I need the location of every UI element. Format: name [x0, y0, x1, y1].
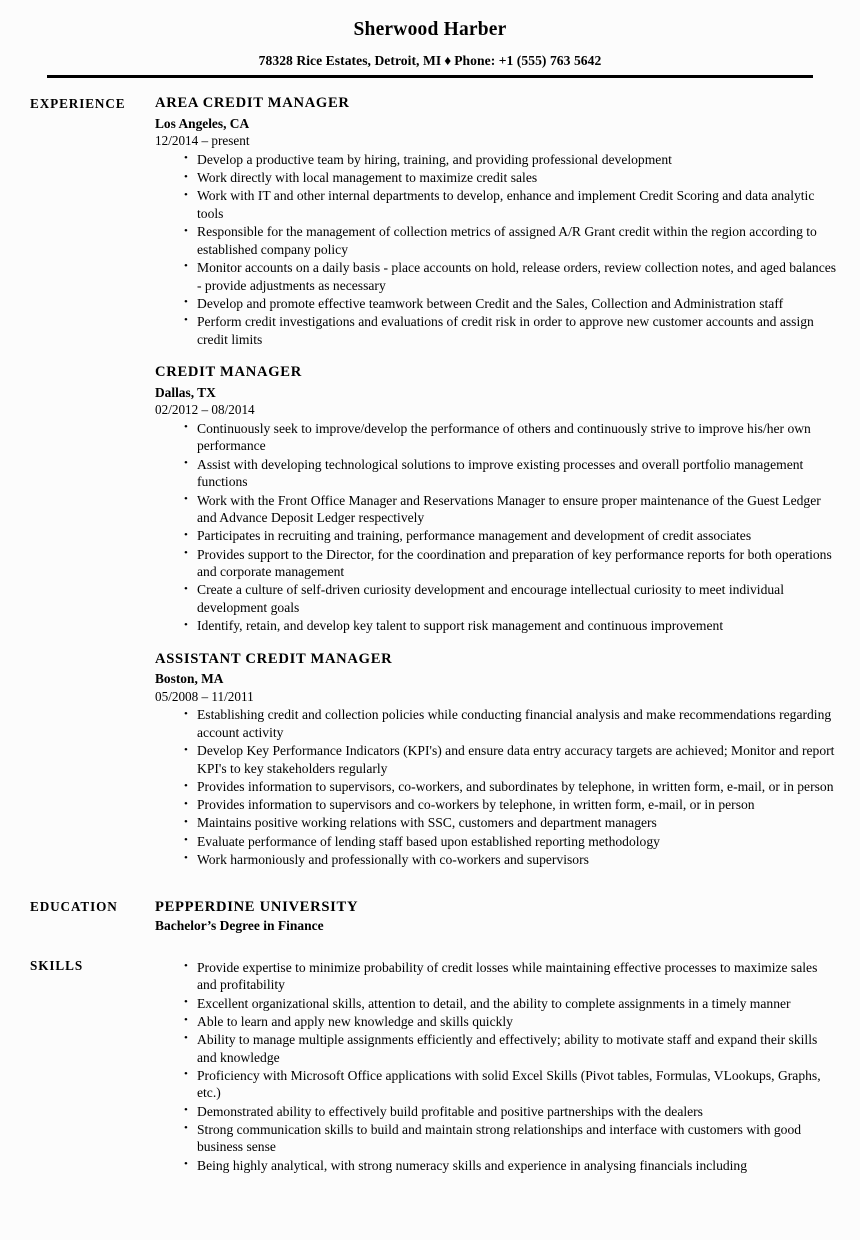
- header-divider: [47, 75, 813, 78]
- job-bullet-list: [155, 420, 838, 635]
- job-bullet: • Develop and promote effective teamwork between Credit and the Sales, Collection and Administration staff: [184, 295, 838, 313]
- job-dates: 12/2014 – present: [155, 133, 250, 149]
- contact-phone: Phone: +1 (555) 763 5642: [454, 53, 602, 69]
- job-bullet: • Provides support to the Director, for the coordination and preparation of key performance reports for both operations and corporate management: [184, 546, 838, 581]
- candidate-name: Sherwood Harber: [353, 19, 507, 40]
- job-bullet: • Responsible for the management of collection metrics of assigned A/R Grant credit within the region according to established company policy: [184, 223, 838, 258]
- job-bullet: • Monitor accounts on a daily basis - place accounts on hold, release orders, review collection notes, and aged balances - provide adjustments as necessary: [184, 259, 838, 294]
- job-title: CREDIT MANAGER: [155, 364, 302, 381]
- job-bullet: • Work with IT and other internal departments to develop, enhance and implement Credit Scoring and data analytic tools: [184, 187, 838, 222]
- section-label-experience: EXPERIENCE: [30, 96, 126, 112]
- job-bullet: • Create a culture of self-driven curiosity development and encourage intellectual curiosity to meet individual development goals: [184, 581, 838, 616]
- section-education: [0, 898, 860, 935]
- job-bullet: • Establishing credit and collection policies while conducting financial analysis and make recommendations regarding account activity: [184, 706, 838, 741]
- skills-body: [155, 957, 838, 1175]
- skills-bullet-list: [155, 959, 838, 1175]
- contact-line: [0, 53, 860, 69]
- job-bullet: • Work harmoniously and professionally with co-workers and supervisors: [184, 851, 838, 869]
- job-bullet-list: [155, 706, 838, 868]
- diamond-separator-icon: ♦: [444, 53, 452, 69]
- job-bullet: • Develop a productive team by hiring, training, and providing professional development: [184, 151, 838, 169]
- skill-bullet: • Provide expertise to minimize probability of credit losses while maintaining effective processes to maximize sales and profitability: [184, 959, 838, 994]
- skill-bullet: • Excellent organizational skills, attention to detail, and the ability to complete assignments in a timely manner: [184, 995, 838, 1013]
- job-title: ASSISTANT CREDIT MANAGER: [155, 650, 393, 667]
- skill-bullet: • Demonstrated ability to effectively build profitable and positive partnerships with the dealers: [184, 1103, 838, 1121]
- job-dates: 02/2012 – 08/2014: [155, 401, 255, 417]
- section-label-education: EDUCATION: [30, 898, 118, 914]
- section-skills: [0, 957, 860, 1175]
- job-bullet: • Develop Key Performance Indicators (KPI's) and ensure data entry accuracy targets are achieved; Monitor and report KPI's to key stakeholders regularly: [184, 742, 838, 777]
- skill-bullet: • Being highly analytical, with strong numeracy skills and experience in analysing financials including: [184, 1157, 838, 1175]
- job-title: AREA CREDIT MANAGER: [155, 95, 350, 112]
- experience-entry: [155, 364, 838, 635]
- education-school: PEPPERDINE UNIVERSITY: [155, 898, 359, 915]
- job-bullet: • Continuously seek to improve/develop the performance of others and continuously strive to improve his/her own performance: [184, 420, 838, 455]
- job-bullet: • Work with the Front Office Manager and Reservations Manager to ensure proper maintenance of the Guest Ledger and Advance Deposit Ledger respectively: [184, 492, 838, 527]
- skill-bullet: • Ability to manage multiple assignments efficiently and effectively; ability to motivate staff and expand their skills and knowledge: [184, 1031, 838, 1066]
- job-bullet: • Assist with developing technological solutions to improve existing processes and overall portfolio management functions: [184, 456, 838, 491]
- job-bullet: • Work directly with local management to maximize credit sales: [184, 169, 838, 187]
- experience-body: [155, 95, 838, 869]
- experience-entry: [155, 651, 838, 869]
- skill-bullet: • Able to learn and apply new knowledge and skills quickly: [184, 1013, 838, 1031]
- job-location: Dallas, TX: [155, 384, 216, 400]
- experience-entry: [155, 95, 838, 348]
- job-location: Los Angeles, CA: [155, 115, 250, 131]
- contact-address: 78328 Rice Estates, Detroit, MI: [258, 53, 442, 69]
- job-bullet: • Identify, retain, and develop key talent to support risk management and continuous improvement: [184, 617, 838, 635]
- education-body: [155, 898, 838, 935]
- job-bullet: • Evaluate performance of lending staff based upon established reporting methodology: [184, 833, 838, 851]
- section-label-skills: SKILLS: [30, 957, 84, 973]
- section-experience: [0, 95, 860, 869]
- job-bullet: • Perform credit investigations and evaluations of credit risk in order to approve new customer accounts and assign credit limits: [184, 313, 838, 348]
- job-bullet: • Provides information to supervisors and co-workers by telephone, in written form, e-mail, or in person: [184, 796, 838, 814]
- skill-bullet: • Proficiency with Microsoft Office applications with solid Excel Skills (Pivot tables, Formulas, VLookups, Graphs, etc.): [184, 1067, 838, 1102]
- education-degree: Bachelor’s Degree in Finance: [155, 918, 324, 934]
- job-bullet-list: [155, 151, 838, 348]
- job-bullet: • Participates in recruiting and training, performance management and development of credit associates: [184, 527, 838, 545]
- job-dates: 05/2008 – 11/2011: [155, 688, 254, 704]
- job-bullet: • Provides information to supervisors, co-workers, and subordinates by telephone, in written form, e-mail, or in person: [184, 778, 838, 796]
- job-bullet: • Maintains positive working relations with SSC, customers and department managers: [184, 814, 838, 832]
- resume-header: [0, 0, 860, 78]
- job-location: Boston, MA: [155, 671, 224, 687]
- skill-bullet: • Strong communication skills to build and maintain strong relationships and interface with customers with good business sense: [184, 1121, 838, 1156]
